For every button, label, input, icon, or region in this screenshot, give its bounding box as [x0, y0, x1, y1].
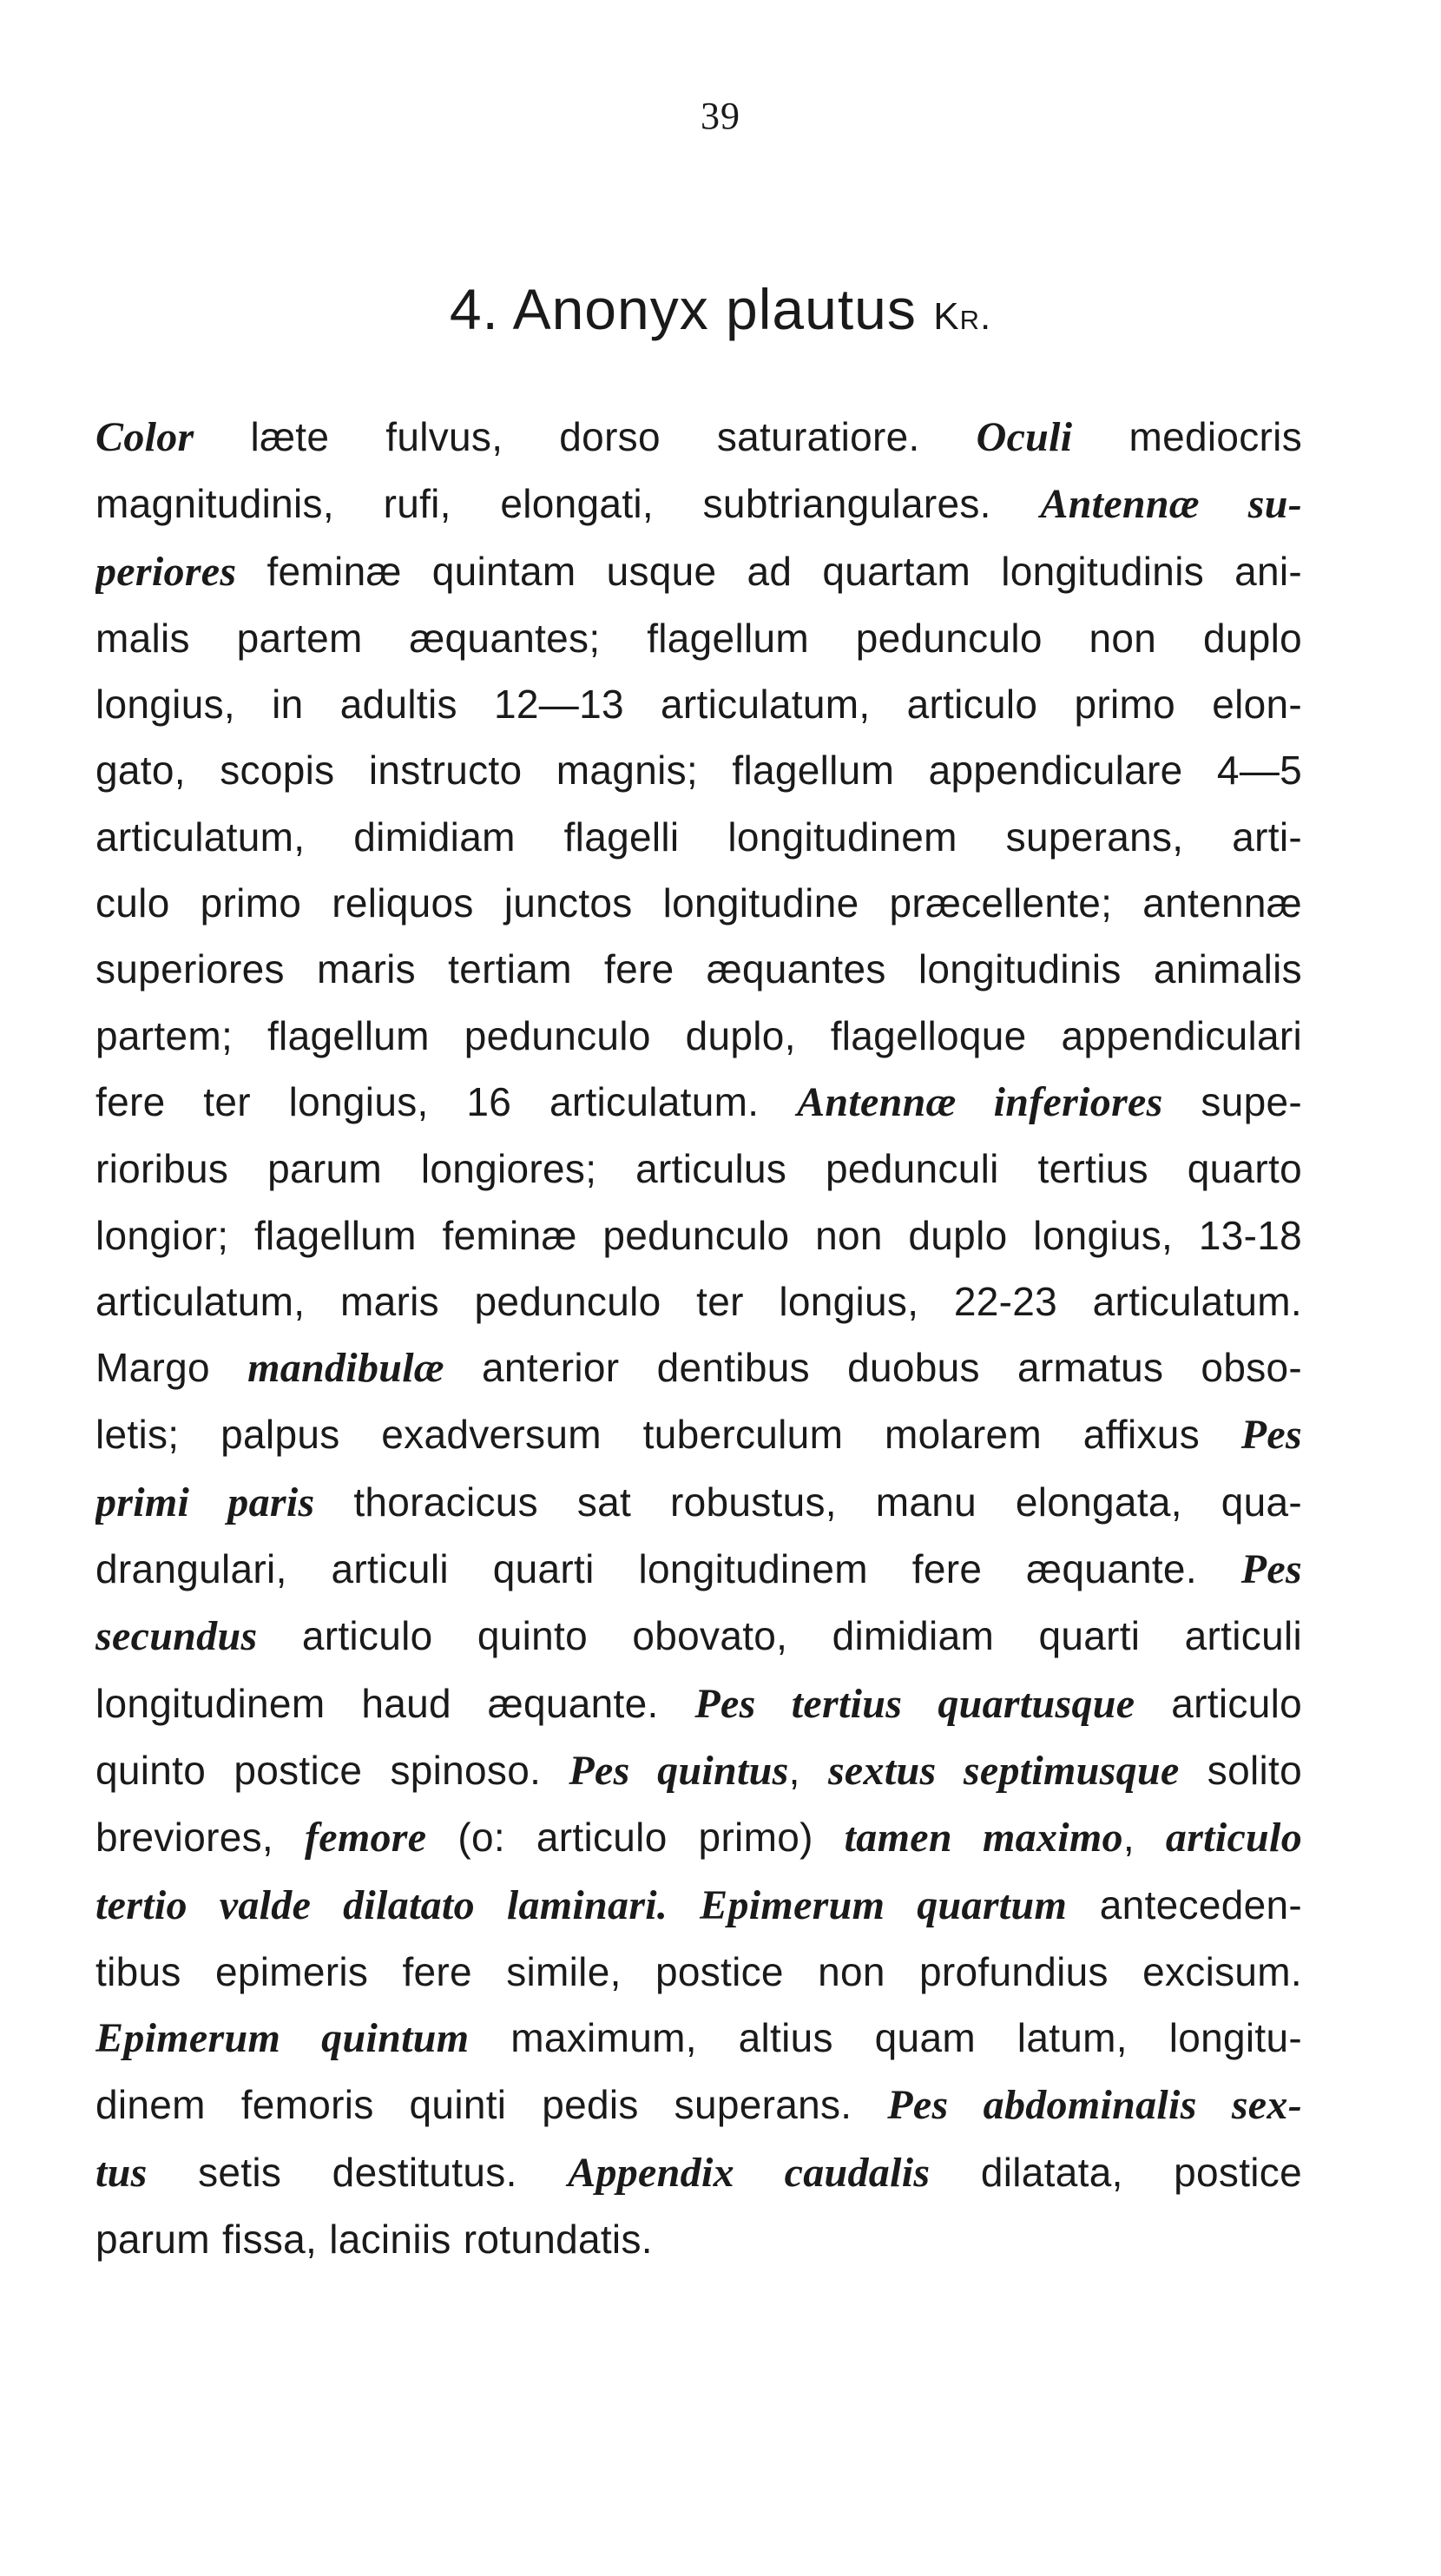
text-line	[95, 1469, 1302, 1536]
text-run: drangulari, articuli quarti longitudinem fere æquante.	[95, 1546, 1241, 1592]
text-run: maximum, altius quam latum, longitu-	[469, 2015, 1302, 2061]
text-line	[95, 1804, 1302, 1871]
text-run: solito	[1179, 1747, 1302, 1793]
species-heading	[0, 276, 1441, 342]
text-line	[95, 1670, 1302, 1737]
italic-term: secundus	[95, 1613, 258, 1660]
text-line	[95, 2005, 1302, 2072]
text-line	[95, 471, 1302, 537]
text-line	[95, 1268, 1302, 1334]
italic-term: Pes abdominalis sex-	[887, 2082, 1302, 2129]
italic-term: Epimerum quintum	[95, 2015, 470, 2062]
text-run: (o: articulo primo)	[426, 1815, 845, 1861]
text-line	[95, 936, 1302, 1002]
text-run: longior; flagellum feminæ pedunculo non duplo longius, 13-18	[95, 1212, 1302, 1258]
text-run: longitudinem haud æquante.	[95, 1680, 695, 1726]
text-run: rioribus parum longiores; articulus pedunculi tertius quarto	[95, 1146, 1302, 1192]
text-line	[95, 2072, 1302, 2138]
text-run: fere ter longius, 16 articulatum.	[95, 1078, 798, 1124]
text-run: quinto postice spinoso.	[95, 1747, 569, 1793]
species-authority: Kr.	[933, 295, 992, 338]
text-run: feminæ quintam usque ad quartam longitudinis ani-	[236, 548, 1302, 594]
text-line	[95, 1872, 1302, 1939]
text-line	[95, 737, 1302, 803]
text-line	[95, 2139, 1302, 2206]
text-run: dilatata, postice	[930, 2149, 1302, 2195]
text-run: articulo	[1135, 1680, 1302, 1726]
text-run: anterior dentibus duobus armatus obso-	[444, 1345, 1302, 1391]
italic-term: Pes quintus	[569, 1747, 789, 1794]
text-line	[95, 1536, 1302, 1603]
italic-term: tus	[95, 2149, 148, 2196]
text-line	[95, 404, 1302, 471]
text-line	[95, 1202, 1302, 1268]
text-line	[95, 1136, 1302, 1202]
text-run: superiores maris tertiam fere æquantes longitudinis animalis	[95, 946, 1302, 992]
species-number: 4.	[449, 277, 499, 341]
text-run: articulo quinto obovato, dimidiam quarti articuli	[257, 1613, 1302, 1659]
italic-term: Oculi	[976, 414, 1073, 460]
italic-term: Appendix caudalis	[568, 2149, 931, 2196]
italic-term: femore	[304, 1815, 427, 1861]
text-run: tibus epimeris fere simile, postice non profundius excisum.	[95, 1948, 1302, 1994]
italic-term: Pes tertius quartusque	[694, 1680, 1135, 1727]
text-run: supe-	[1162, 1078, 1302, 1124]
text-run: partem; flagellum pedunculo duplo, flagelloque appendiculari	[95, 1012, 1302, 1058]
text-line	[95, 605, 1302, 671]
text-run: articulatum, maris pedunculo ter longius, 22-23 articulatum.	[95, 1278, 1302, 1324]
text-line	[95, 1069, 1302, 1136]
text-run: culo primo reliquos junctos longitudine præcellente; antennæ	[95, 880, 1302, 926]
text-run: læte fulvus, dorso saturatiore.	[194, 414, 977, 459]
text-line	[95, 1334, 1302, 1401]
text-line	[95, 2206, 1302, 2272]
italic-term: Color	[95, 414, 194, 460]
italic-term: tertio valde dilatato laminari. Epimerum quartum	[95, 1881, 1068, 1928]
text-line	[95, 1003, 1302, 1069]
text-run: Margo	[95, 1345, 248, 1391]
text-run: ,	[1122, 1815, 1166, 1861]
text-line	[95, 1737, 1302, 1804]
text-run: thoracicus sat robustus, manu elongata, qua-	[314, 1479, 1302, 1525]
italic-term: Antennæ inferiores	[797, 1078, 1163, 1125]
text-run: breviores,	[95, 1815, 305, 1861]
text-run: mediocris	[1072, 414, 1302, 459]
text-line	[95, 870, 1302, 936]
text-line	[95, 671, 1302, 737]
text-run: setis destitutus.	[147, 2149, 569, 2195]
text-run: gato, scopis instructo magnis; flagellum appendiculare 4—5	[95, 748, 1302, 794]
text-line	[95, 804, 1302, 870]
text-run: ,	[788, 1747, 828, 1793]
italic-term: Antennæ su-	[1040, 481, 1302, 528]
text-run: anteceden-	[1067, 1881, 1302, 1927]
text-line	[95, 1603, 1302, 1670]
text-run: longius, in adultis 12—13 articulatum, articulo primo elon-	[95, 682, 1302, 728]
text-run: dinem femoris quinti pedis superans.	[95, 2082, 888, 2128]
text-run: letis; palpus exadversum tuberculum molarem affixus	[95, 1412, 1241, 1458]
italic-term: Pes	[1240, 1412, 1302, 1459]
species-description	[95, 404, 1302, 2272]
text-line	[95, 1939, 1302, 2005]
italic-term: articulo	[1165, 1815, 1302, 1861]
italic-term: periores	[95, 548, 237, 595]
italic-term: primi paris	[95, 1479, 315, 1525]
text-run: malis partem æquantes; flagellum pedunculo non duplo	[95, 615, 1302, 661]
italic-term: tamen maximo	[844, 1815, 1123, 1861]
italic-term: Pes	[1240, 1546, 1302, 1593]
text-line	[95, 538, 1302, 605]
text-run: articulatum, dimidiam flagelli longitudinem superans, arti-	[95, 814, 1302, 860]
text-line	[95, 1401, 1302, 1468]
species-name: Anonyx plautus	[512, 277, 917, 341]
page-number: 39	[701, 95, 740, 137]
text-run: parum fissa, laciniis rotundatis.	[95, 2217, 653, 2263]
text-run: magnitudinis, rufi, elongati, subtriangulares.	[95, 481, 1041, 527]
italic-term: mandibulæ	[247, 1345, 444, 1392]
italic-term: sextus septimusque	[827, 1747, 1180, 1794]
